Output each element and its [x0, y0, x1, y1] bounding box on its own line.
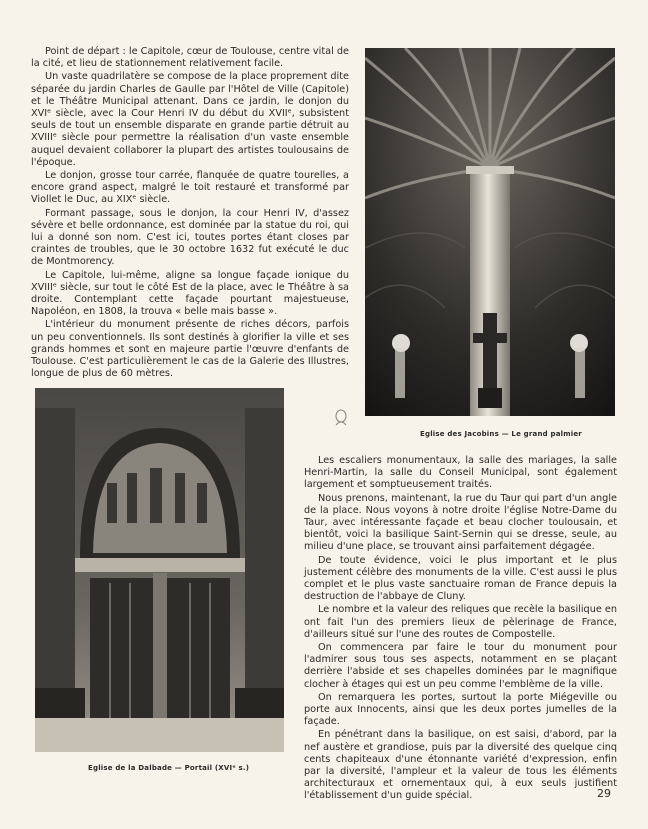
dalbade-portal-photo — [35, 388, 284, 752]
paragraph: Nous prenons, maintenant, la rue du Taur qui part d'un angle de la place. Nous voyons à notre droite l'église Notre-Dame du Taur, avec intéressante façade et beau clocher toulousain, et bientôt, voici la basilique Saint-Sernin qui se dresse, seule, au milieu d'une place, se trouvant ainsi parfaitement dégagée. — [304, 492, 617, 553]
page-number: 29 — [597, 787, 611, 800]
paragraph: L'intérieur du monument présente de riches décors, parfois un peu conventionnels. Ils sont destinés à glorifier la ville et ses grands hommes et sont en majeure partie l'œuvre d'enfants de Toulouse. C'est particulièrement le cas de la Galerie des Illustres, longue de plus de 60 mètres. — [31, 319, 349, 380]
paragraph: On commencera par faire le tour du monument pour l'admirer sous tous ses aspects, notamment en se plaçant derrière l'abside et ses chapelles dominées par le magnifique clocher à étages qui est un peu comme l'emblème de la ville. — [304, 642, 617, 690]
paragraph: Le nombre et la valeur des reliques que recèle la basilique en ont fait l'un des premiers lieux de pèlerinage de France, d'ailleurs situé sur l'une des routes de Compostelle. — [304, 604, 617, 640]
jacobins-caption: Eglise des Jacobins — Le grand palmier — [420, 430, 582, 438]
jacobins-palm-photo — [365, 48, 615, 416]
paragraph: Le donjon, grosse tour carrée, flanquée de quatre tourelles, a encore grand aspect, malgré le toit restauré et transformé par Viollet le Duc, au XIXᵉ siècle. — [31, 170, 349, 206]
intro-text-column — [31, 46, 349, 381]
paragraph: En pénétrant dans la basilique, on est saisi, d'abord, par la nef austère et grandiose, puis par la diversité des quelque cinq cents chapiteaux d'une étonnante variété d'expression, enfin par la diversité, l'ampleur et la valeur de tous les éléments architecturaux et ornementaux qui, à eux seuls justifient l'établissement d'un guide spécial. — [304, 729, 617, 802]
paragraph: On remarquera les portes, surtout la porte Miégeville ou porte aux Innocents, ainsi que les deux portes jumelles de la façade. — [304, 691, 617, 728]
paragraph: Formant passage, sous le donjon, la cour Henri IV, d'assez sévère et belle ordonnance, est dominée par la statue du roi, qui lui a donné son nom. C'est ici, toutes portes étant closes par craintes de troubles, que le 30 octobre 1632 fut exécuté le duc de Montmorency. — [31, 207, 349, 268]
paragraph: Le Capitole, lui-même, aligne sa longue façade ionique du XVIIIᵉ siècle, sur tout le côté Est de la place, avec le Théâtre à sa droite. Contemplant cette façade pourtant majestueuse, Napoléon, en 1808, la trouva « belle mais basse ». — [31, 269, 349, 318]
paragraph: Point de départ : le Capitole, cœur de Toulouse, centre vital de la cité, et lieu de stationnement relativement facile. — [31, 46, 349, 70]
saint-sernin-text-column — [304, 455, 617, 804]
dalbade-caption: Eglise de la Dalbade — Portail (XVIᵉ s.) — [88, 764, 250, 772]
paragraph: De toute évidence, voici le plus important et le plus justement célèbre des monuments de la ville. C'est aussi le plus complet et le plus vaste sanctuaire roman de France depuis la destruction de l'abbaye de Cluny. — [304, 554, 617, 603]
paragraph: Un vaste quadrilatère se compose de la place proprement dite séparée du jardin Charles de Gaulle par l'Hôtel de Ville (Capitole) et le Théâtre Municipal attenant. Dans ce jardin, le donjon du XVIᵉ siècle, avec la Cour Henri IV du début du XVIIᵉ, subsistent seuls de tout un ensemble disparate en grande partie détruit au XVIIIᵉ siècle pour permettre la réalisation d'un vaste ensemble auquel devaient collaborer la plupart des artistes toulousains de l'époque. — [31, 71, 349, 168]
vault-illustration — [365, 48, 615, 416]
portal-illustration — [35, 388, 284, 752]
small-portrait-stamp-icon — [333, 408, 349, 426]
paragraph: Les escaliers monumentaux, la salle des mariages, la salle Henri-Martin, la salle du Conseil Municipal, sont également largement et somptueusement traités. — [304, 455, 617, 491]
